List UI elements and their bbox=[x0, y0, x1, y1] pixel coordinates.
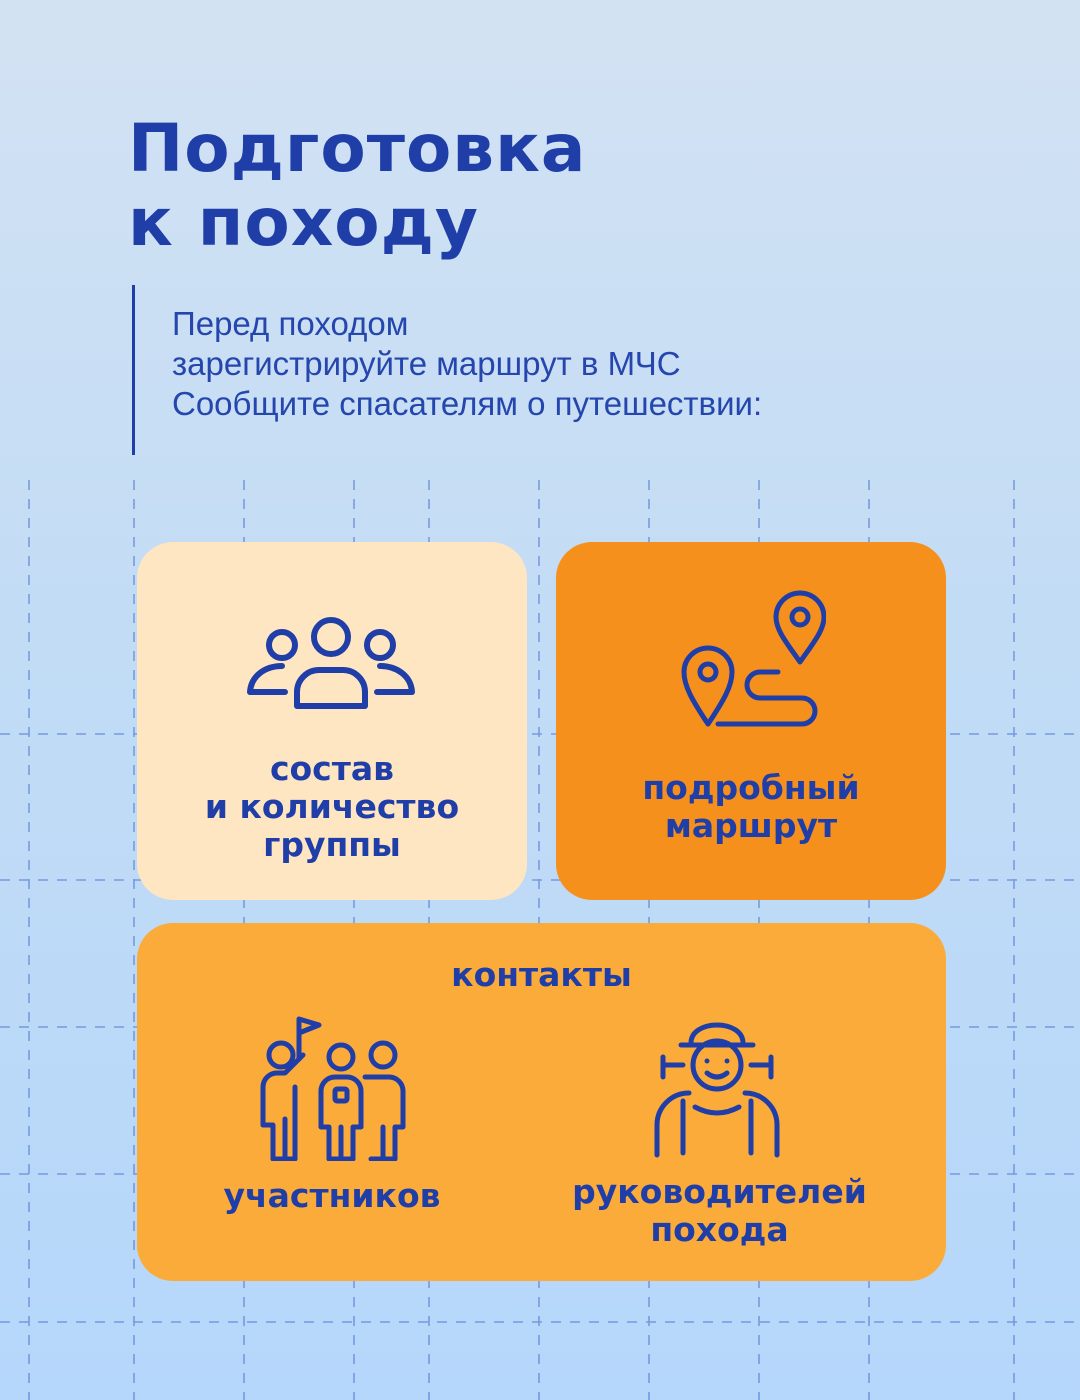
map-route-icon bbox=[680, 590, 826, 730]
contacts-heading: контакты bbox=[451, 955, 632, 994]
card-group-line-2: и количество bbox=[204, 787, 460, 826]
title-line-1: Подготовка bbox=[128, 110, 587, 187]
intro-accent-bar bbox=[132, 285, 135, 455]
contacts-participants-label: участников bbox=[223, 1176, 441, 1215]
card-group-line-3: группы bbox=[263, 825, 401, 864]
card-group-line-1: состав bbox=[269, 749, 395, 788]
card-route-line-2: маршрут bbox=[664, 806, 838, 845]
title-line-2: к походу bbox=[128, 184, 479, 261]
intro-text bbox=[172, 304, 762, 424]
card-contacts bbox=[137, 923, 946, 1281]
participants-flag-icon bbox=[255, 1015, 409, 1161]
card-route-line-1: подробный bbox=[642, 768, 860, 807]
card-route-label bbox=[556, 769, 946, 845]
contacts-leaders-line-1: руководителей bbox=[572, 1172, 867, 1211]
intro-line-3: Сообщите спасателям о путешествии: bbox=[172, 385, 763, 422]
card-detailed-route bbox=[556, 542, 946, 900]
card-group-label bbox=[137, 750, 527, 864]
people-group-icon bbox=[245, 614, 417, 714]
contacts-leaders-label bbox=[532, 1173, 907, 1249]
card-group-composition bbox=[137, 542, 527, 900]
intro-line-1: Перед походом bbox=[172, 305, 409, 342]
intro-line-2: зарегистрируйте маршрут в МЧС bbox=[172, 345, 681, 382]
contacts-leaders-line-2: похода bbox=[650, 1210, 789, 1249]
page-title bbox=[128, 112, 586, 260]
hiker-leader-icon bbox=[651, 1015, 783, 1165]
